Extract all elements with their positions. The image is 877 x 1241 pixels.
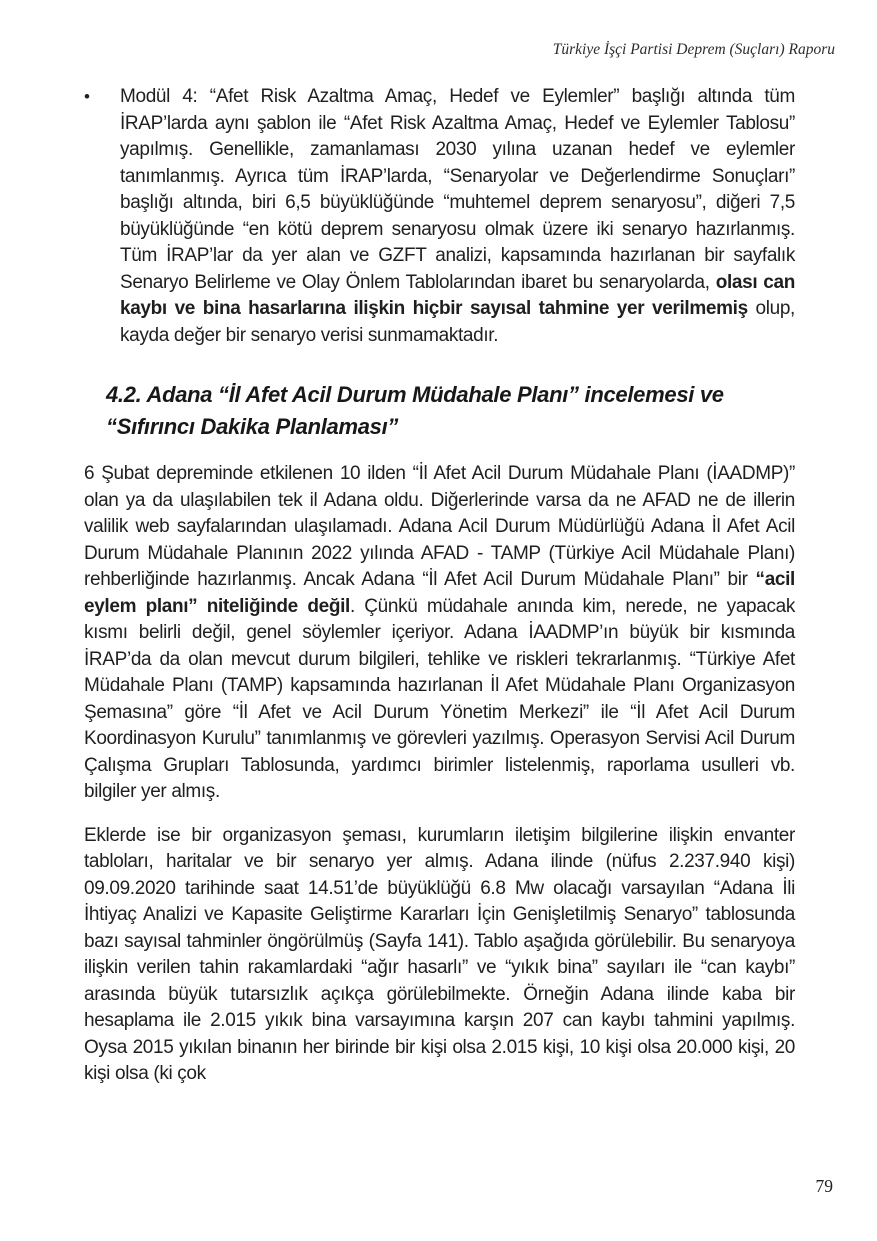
- page-content: [0, 60, 877, 1088]
- page-number: 79: [815, 1176, 833, 1196]
- running-header-title: Türkiye İşçi Partisi Deprem (Suçları) Raporu: [552, 41, 835, 58]
- running-header: [0, 0, 877, 60]
- section-heading: 4.2. Adana “İl Afet Acil Durum Müdahale Planı” incelemesi ve “Sıfırıncı Dakika Planlaması”: [106, 382, 724, 439]
- paragraph-1: 6 Şubat depreminde etkilenen 10 ilden “İl Afet Acil Durum Müdahale Planı (İAADMP)” olan ya da ulaşılabilen tek il Adana oldu. Diğerlerinde varsa da ne AFAD ne de illerin valilik web sayfalarından ulaşılamadı. Adana Acil Durum Müdürlüğü Adana İl Afet Acil Durum Müdahale Planının 2022 yılında AFAD - TAMP (Türkiye Acil Müdahale Planı) rehberliğinde hazırlanmış. Ancak Adana “İl Afet Acil Durum Müdahale Planı” bir “acil eylem planı” niteliğinde değil. Çünkü müdahale anında kim, nerede, ne yapacak kısmı belirli değil, genel söylemler içeriyor. Adana İAADMP’ın büyük bir kısmında İRAP’da da olan mevcut durum bilgileri, tehlike ve riskleri tekrarlanmış. “Türkiye Afet Müdahale Planı (TAMP) kapsamında hazırlanan İl Afet Müdahale Planı Organizasyon Şemasına” göre “İl Afet ve Acil Durum Yönetim Merkezi” ile “İl Afet Acil Durum Koordinasyon Kurulu” tanımlanmış ve görevleri yazılmış. Operasyon Servisi Acil Durum Çalışma Grupları Tablosunda, yardımcı birimler listelenmiş, raporlama usulleri vb. bilgiler yer almış.: [84, 463, 795, 802]
- bullet-text: Modül 4: “Afet Risk Azaltma Amaç, Hedef ve Eylemler” başlığı altında tüm İRAP’larda aynı şablon ile “Afet Risk Azaltma Amaç, Hedef ve Eylemler Tablosu” yapılmış. Genellikle, zamanlaması 2030 yılına uzanan hedef ve eylemler tanımlanmış. Ayrıca tüm İRAP’larda, “Senaryolar ve Değerlendirme Sonuçları” başlığı altında, biri 6,5 büyüklüğünde “muhtemel deprem senaryosu”, diğeri 7,5 büyüklüğünde “en kötü deprem senaryosu olmak üzere iki senaryo hazırlanmış. Tüm İRAP’lar da yer alan ve GZFT analizi, kapsamında hazırlanan bir sayfalık Senaryo Belirleme ve Olay Önlem Tablolarından ibaret bu senaryolarda, olası can kaybı ve bina hasarlarına ilişkin hiçbir sayısal tahmine yer verilmemiş olup, kayda değer bir senaryo verisi sunmamaktadır.: [120, 86, 795, 346]
- paragraph-2: Eklerde ise bir organizasyon şeması, kurumların iletişim bilgilerine ilişkin envanter tabloları, haritalar ve bir senaryo yer almış. Adana ilinde (nüfus 2.237.940 kişi) 09.09.2020 tarihinde saat 14.51’de büyüklüğü 6.8 Mw olacağı varsayılan “Adana İli İhtiyaç Analizi ve Kapasite Geliştirme Kararları İçin Genişletilmiş Senaryo” tablosunda bazı sayısal tahminler öngörülmüş (Sayfa 141). Tablo aşağıda görülebilir. Bu senaryoya ilişkin verilen tahin rakamlardaki “ağır hasarlı” ve “yıkık bina” sayıları ile “can kaybı” arasında büyük tutarsızlık açıkça görülebilmekte. Örneğin Adana ilinde kaba bir hesaplama ile 2.015 yıkık bina varsayımına karşın 207 can kaybı tahmini yapılmış. Oysa 2015 yıkılan binanın her birinde bir kişi olsa 2.015 kişi, 10 kişi olsa 20.000 kişi, 20 kişi olsa (ki çok: [84, 824, 795, 1084]
- bullet-marker: •: [84, 87, 90, 106]
- bullet-item-modul-4: [84, 84, 795, 349]
